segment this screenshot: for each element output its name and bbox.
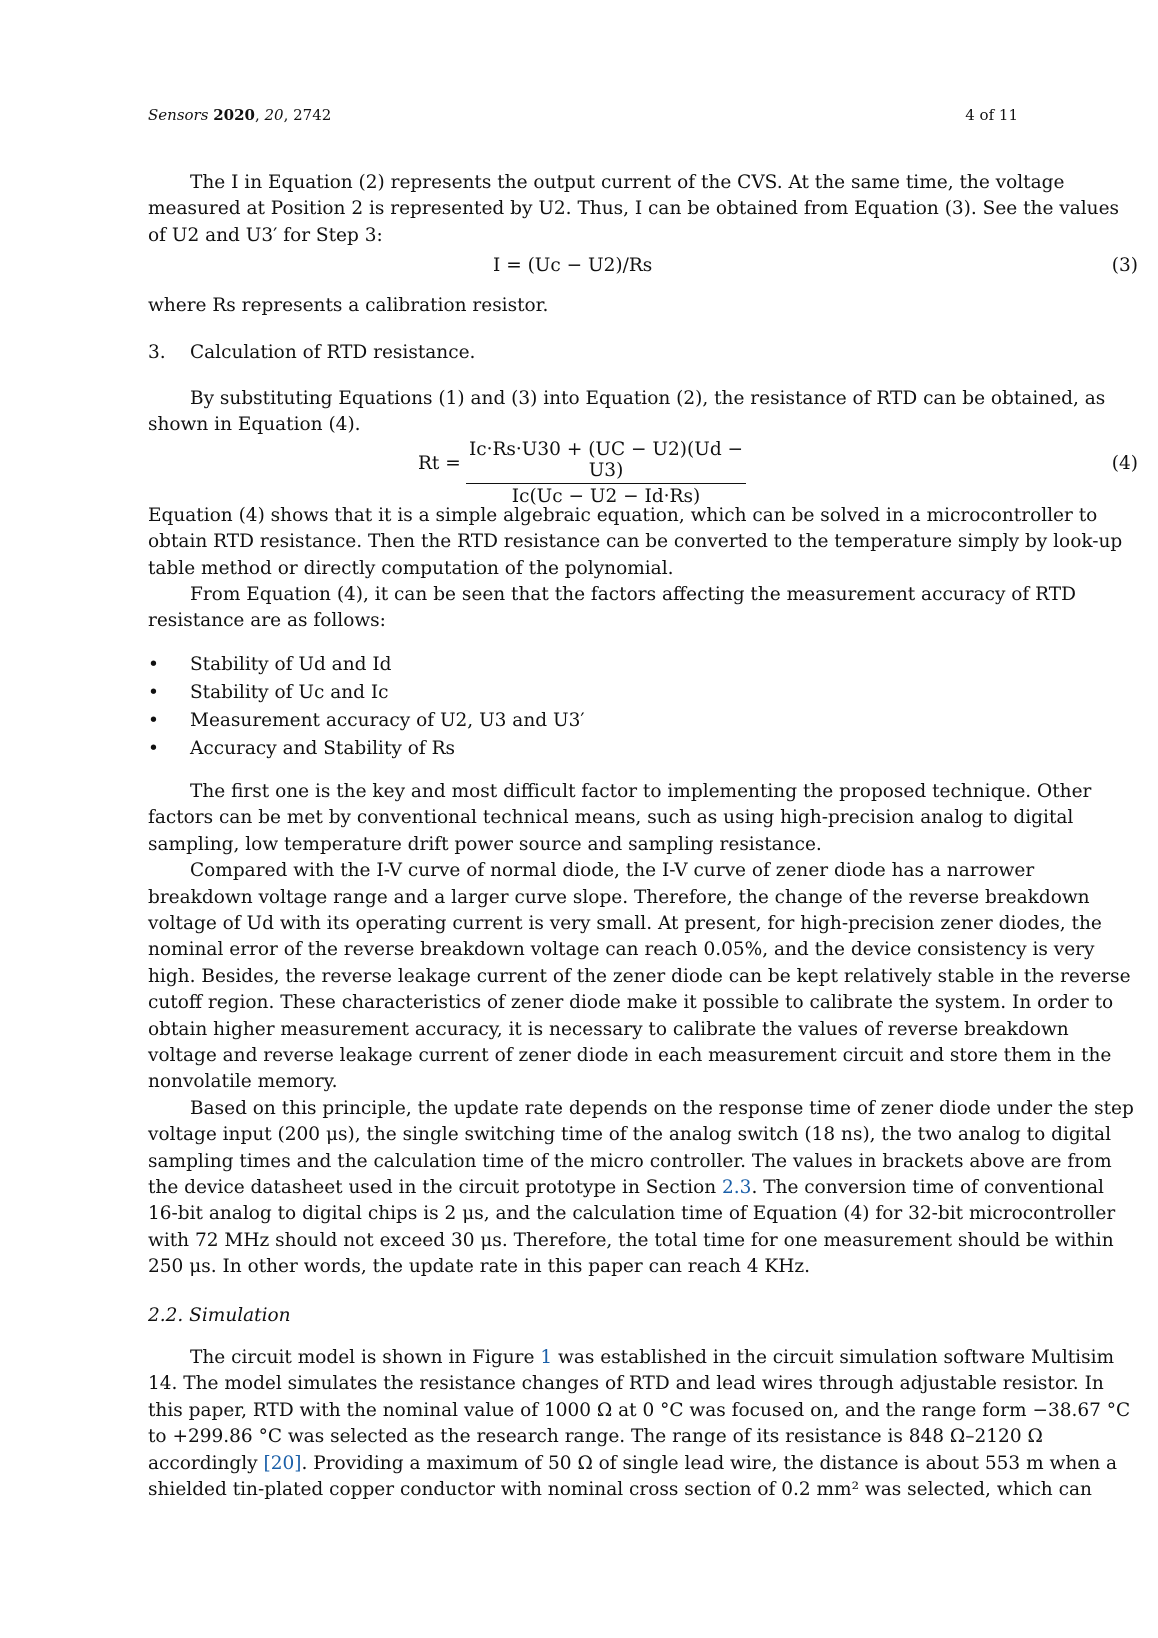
article-number: 2742: [293, 106, 332, 124]
equation-4-denominator: Ic(Uc − U2 − Id·Rs): [511, 485, 701, 507]
list-item: • Stability of Uc and Ic: [148, 681, 389, 703]
paragraph-7: Compared with the I-V curve of normal diode, the I-V curve of zener diode has a narrower breakdown voltage range and a larger curve slope. Therefore, the change of the reverse breakdown voltage of Ud with its operating current is very small. At present, for high-precision zener diodes, the nominal error of the reverse breakdown voltage can reach 0.05%, and the device consistency is very high. Besides, the reverse leakage current of the zener diode can be kept relatively stable in the reverse cutoff region. These characteristics of zener diode make it possible to calibrate the system. In order to obtain higher measurement accuracy, it is necessary to calibrate the values of reverse breakdown voltage and reverse leakage current of zener diode in each measurement circuit and store them in the nonvolatile memory.: [148, 860, 1131, 1093]
equation-3-expression: I = (Uc − U2)/Rs: [493, 255, 653, 277]
equation-4-fraction: [466, 439, 746, 507]
list-item: • Accuracy and Stability of Rs: [148, 737, 456, 759]
equation-3: [148, 255, 1138, 285]
section-heading: 2.2. Simulation: [148, 1304, 291, 1326]
paragraph-1: The I in Equation (2) represents the output current of the CVS. At the same time, the voltage measured at Position 2 is represented by U2. Thus, I can be obtained from Equation (3). See the values of U2 and U3′ for Step 3:: [148, 172, 1120, 246]
paragraph-9: The circuit model is shown in Figure 1 was established in the circuit simulation software Multisim 14. The model simulates the resistance changes of RTD and lead wires through adjustable resistor. In this paper, RTD with the nominal value of 1000 Ω at 0 °C was focused on, and the range form −38.67 °C to +299.86 °C was selected as the research range. The range of its resistance is 848 Ω–2120 Ω accordingly [20]. Providing a maximum of 50 Ω of single lead wire, the distance is about 553 m when a shielded tin-plated copper conductor with nominal cross section of 0.2 mm² was selected, which can: [148, 1347, 1131, 1501]
citation: Sensors 2020, 20, 2742: [148, 106, 332, 124]
list-item: • Stability of Ud and Id: [148, 653, 392, 675]
figure-link[interactable]: 1: [540, 1347, 553, 1368]
equation-4-lhs: Rt =: [418, 452, 461, 474]
citation-link[interactable]: [20]: [263, 1452, 302, 1474]
equation-4-numerator: Ic·Rs·U30 + (UC − U2)(Ud − U3): [466, 439, 746, 484]
body-text: [148, 170, 1138, 1503]
paragraph-3: By substituting Equations (1) and (3) into Equation (2), the resistance of RTD can be obtained, as shown in Equation (4).: [148, 388, 1106, 436]
factor-list: [148, 651, 1138, 763]
journal-year: 2020: [213, 106, 255, 124]
section-link[interactable]: 2.3: [722, 1176, 752, 1198]
list-item: • Measurement accuracy of U2, U3 and U3′: [148, 709, 585, 731]
equation-4-number: (4): [1111, 452, 1138, 474]
paragraph-4: Equation (4) shows that it is a simple algebraic equation, which can be solved in a microcontroller to obtain RTD resistance. Then the RTD resistance can be converted to the temperature simply by look-up table method or directly computation of the polynomial.: [148, 504, 1123, 579]
journal-name: Sensors: [148, 106, 209, 124]
journal-volume: 20: [264, 106, 284, 124]
paragraph-6: The first one is the key and most difficult factor to implementing the proposed technique. Other factors can be met by conventional technical means, such as using high-precision analog to digital sampling, low temperature drift power source and sampling resistance.: [148, 780, 1092, 855]
paragraph-5: From Equation (4), it can be seen that the factors affecting the measurement accuracy of RTD resistance are as follows:: [148, 584, 1076, 632]
equation-3-number: (3): [1111, 255, 1138, 277]
step-3-text: Calculation of RTD resistance.: [190, 341, 476, 363]
page-number: 4 of 11: [965, 106, 1018, 124]
step-3: [148, 340, 1138, 366]
paragraph-2: where Rs represents a calibration resistor.: [148, 295, 549, 317]
step-3-number: 3.: [148, 341, 166, 363]
paragraph-8: Based on this principle, the update rate depends on the response time of zener diode under the step voltage input (200 μs), the single switching time of the analog switch (18 ns), the two analog to digital sampling times and the calculation time of the micro controller. The values in brackets above are from the device datasheet used in the circuit prototype in Section 2.3. The conversion time of conventional 16-bit analog to digital chips is 2 μs, and the calculation time of Equation (4) for 32-bit microcontroller with 72 MHz should not exceed 30 μs. Therefore, the total time for one measurement should be within 250 μs. In other words, the update rate in this paper can reach 4 KHz.: [148, 1097, 1134, 1278]
